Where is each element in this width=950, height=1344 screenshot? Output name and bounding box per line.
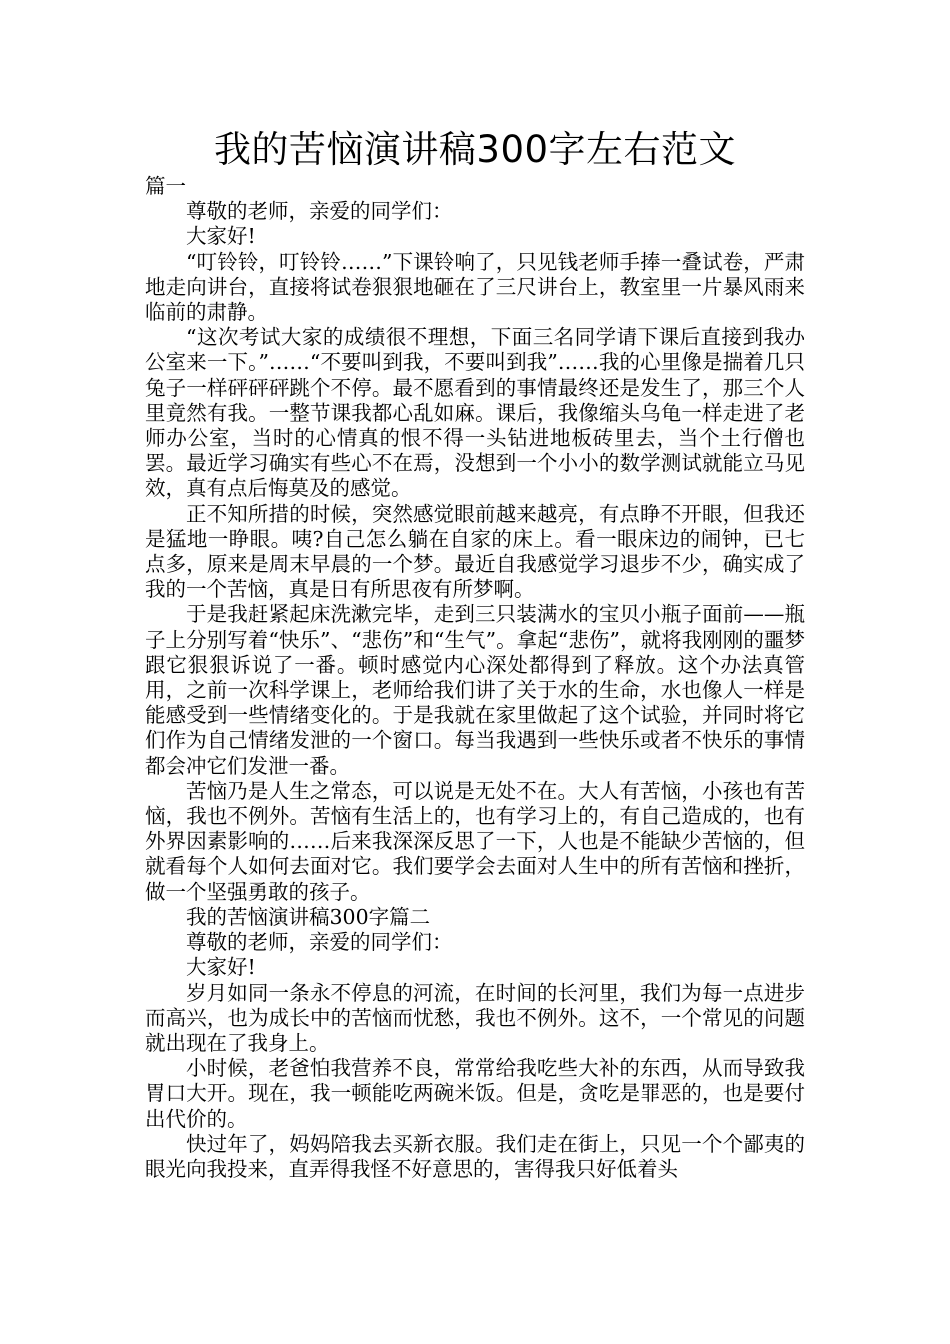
paragraph: 尊敬的老师，亲爱的同学们：: [186, 199, 453, 224]
paragraph: 大家好!: [186, 955, 256, 980]
paragraph: 大家好!: [186, 224, 256, 249]
paragraph: 正不知所措的时候，突然感觉眼前越来越亮，有点睁不开眼，但我还是猛地一睁眼。咦?自己怎么躺在自家的床上。看一眼床边的闹钟，已七点多，原来是周末早晨的一个梦。最近自我感觉学习退步不少，确实成了我的一个苦恼，真是日有所思夜有所梦啊。: [145, 501, 805, 602]
paragraph: “叮铃铃，叮铃铃……”下课铃响了，只见钱老师手捧一叠试卷，严肃地走向讲台，直接将试卷狠狠地砸在了三尺讲台上，教室里一片暴风雨来临前的肃静。: [145, 249, 805, 325]
document-body: [145, 174, 805, 1182]
paragraph: 快过年了，妈妈陪我去买新衣服。我们走在街上，只见一个个鄙夷的眼光向我投来，直弄得我怪不好意思的，害得我只好低着头: [145, 1131, 805, 1181]
paragraph: 尊敬的老师，亲爱的同学们：: [186, 930, 453, 955]
paragraph: 小时候，老爸怕我营养不良，常常给我吃些大补的东西，从而导致我胃口大开。现在，我一顿能吃两碗米饭。但是，贪吃是罪恶的，也是要付出代价的。: [145, 1056, 805, 1131]
paragraph: 苦恼乃是人生之常态，可以说是无处不在。大人有苦恼，小孩也有苦恼，我也不例外。苦恼有生活上的，也有学习上的，有自己造成的，也有外界因素影响的……后来我深深反思了一下，人也是不能缺少苦恼的，但就看每个人如何去面对它。我们要学会去面对人生中的所有苦恼和挫折，做一个坚强勇敢的孩子。: [145, 778, 805, 904]
paragraph: 篇一: [145, 174, 186, 198]
paragraph: “这次考试大家的成绩很不理想，下面三名同学请下课后直接到我办公室来一下。”……“不要叫到我，不要叫到我”……我的心里像是揣着几只兔子一样砰砰砰跳个不停。最不愿看到的事情最终还是发生了，那三个人里竟然有我。一整节课我都心乱如麻。课后，我像缩头乌龟一样走进了老师办公室，当时的心情真的恨不得一头钻进地板砖里去，当个土行僧也罢。最近学习确实有些心不在焉，没想到一个小小的数学测试就能立马见效，真有点后悔莫及的感觉。: [145, 325, 805, 501]
paragraph: 岁月如同一条永不停息的河流，在时间的长河里，我们为每一点进步而高兴，也为成长中的苦恼而忧愁，我也不例外。这不，一个常见的问题就出现在了我身上。: [145, 980, 805, 1055]
paragraph: 于是我赶紧起床洗漱完毕，走到三只装满水的宝贝小瓶子面前——瓶子上分别写着“快乐”、“悲伤”和“生气”。拿起“悲伤”，就将我刚刚的噩梦跟它狠狠诉说了一番。顿时感觉内心深处都得到了释放。这个办法真管用，之前一次科学课上，老师给我们讲了关于水的生命，水也像人一样是能感受到一些情绪变化的。于是我就在家里做起了这个试验，并同时将它们作为自己情绪发泄的一个窗口。每当我遇到一些快乐或者不快乐的事情都会冲它们发泄一番。: [145, 602, 805, 778]
document-title: 我的苦恼演讲稿300字左右范文: [213, 128, 737, 171]
paragraph: 我的苦恼演讲稿300字篇二: [186, 904, 431, 929]
